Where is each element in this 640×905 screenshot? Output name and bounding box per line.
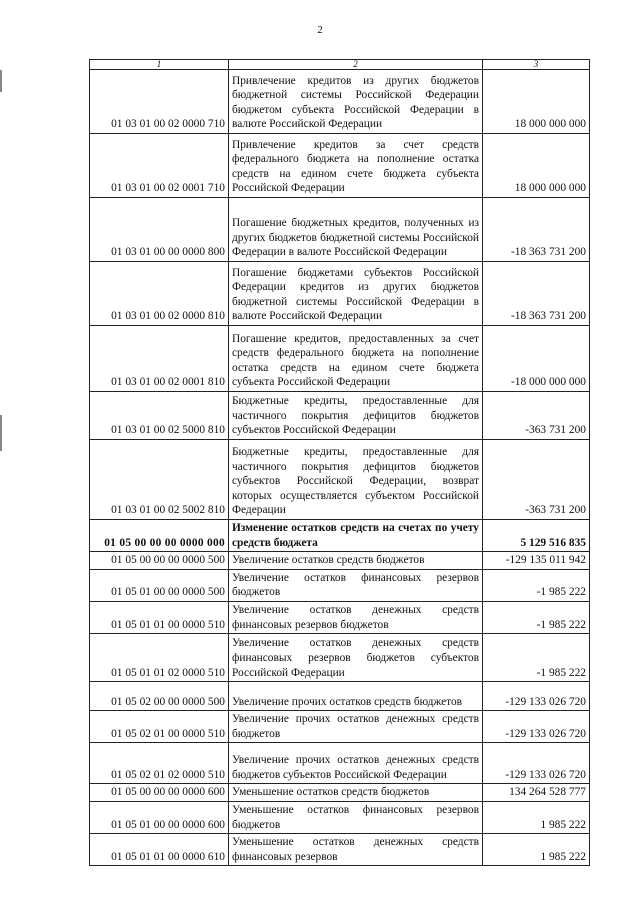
amount-cell: 1 985 222 bbox=[483, 834, 590, 866]
name-cell: Погашение бюджетами субъектов Российской Федерации кредитов из других бюджетов бюджетной системы Российской Федерации в валюте Российской Федерации bbox=[229, 262, 483, 326]
left-edge-mark bbox=[0, 415, 2, 451]
amount-cell: -363 731 200 bbox=[483, 440, 590, 520]
amount-cell: 1 985 222 bbox=[483, 801, 590, 833]
code-cell: 01 05 00 00 00 0000 600 bbox=[90, 784, 229, 802]
name-cell: Увеличение прочих остатков денежных средств бюджетов субъектов Российской Федерации bbox=[229, 743, 483, 784]
amount-cell: 5 129 516 835 bbox=[483, 520, 590, 552]
code-cell: 01 03 01 00 02 0001 810 bbox=[90, 326, 229, 392]
table-row bbox=[90, 440, 590, 520]
name-cell: Изменение остатков средств на счетах по учету средств бюджета bbox=[229, 520, 483, 552]
amount-cell: -18 363 731 200 bbox=[483, 198, 590, 262]
code-cell: 01 03 01 00 02 5002 810 bbox=[90, 440, 229, 520]
table-row bbox=[90, 70, 590, 134]
table-row bbox=[90, 601, 590, 633]
name-cell: Привлечение кредитов за счет средств федерального бюджета на пополнение остатка средств на едином счете бюджета субъекта Российской Федерации bbox=[229, 134, 483, 198]
amount-cell: -18 000 000 000 bbox=[483, 326, 590, 392]
name-cell: Погашение бюджетных кредитов, полученных из других бюджетов бюджетной системы Российской Федерации в валюте Российской Федерации bbox=[229, 198, 483, 262]
code-cell: 01 03 01 00 00 0000 800 bbox=[90, 198, 229, 262]
column-header-1: 1 bbox=[90, 60, 229, 70]
table-row bbox=[90, 198, 590, 262]
table-row bbox=[90, 682, 590, 711]
code-cell: 01 05 01 01 00 0000 510 bbox=[90, 601, 229, 633]
name-cell: Привлечение кредитов из других бюджетов бюджетной системы Российской Федерации бюджетом субъекта Российской Федерации в валюте Российской Федерации bbox=[229, 70, 483, 134]
name-cell: Увеличение прочих остатков денежных средств бюджетов bbox=[229, 711, 483, 743]
table-row bbox=[90, 834, 590, 866]
column-header-2: 2 bbox=[229, 60, 483, 70]
code-cell: 01 05 01 01 00 0000 610 bbox=[90, 834, 229, 866]
amount-cell: -363 731 200 bbox=[483, 392, 590, 440]
table-row bbox=[90, 392, 590, 440]
table-row bbox=[90, 801, 590, 833]
table-header-row bbox=[90, 60, 590, 70]
amount-cell: -129 133 026 720 bbox=[483, 711, 590, 743]
amount-cell: 134 264 528 777 bbox=[483, 784, 590, 802]
name-cell: Бюджетные кредиты, предоставленные для частичного покрытия дефицитов бюджетов субъектов Российской Федерации bbox=[229, 392, 483, 440]
table-row bbox=[90, 134, 590, 198]
name-cell: Бюджетные кредиты, предоставленные для частичного покрытия дефицитов бюджетов субъектов Российской Федерации, возврат которых осуществляется субъектом Российской Федерации bbox=[229, 440, 483, 520]
table-row bbox=[90, 634, 590, 682]
code-cell: 01 05 01 01 02 0000 510 bbox=[90, 634, 229, 682]
name-cell: Увеличение остатков средств бюджетов bbox=[229, 552, 483, 570]
amount-cell: 18 000 000 000 bbox=[483, 70, 590, 134]
table-row bbox=[90, 262, 590, 326]
table-row bbox=[90, 784, 590, 802]
code-cell: 01 03 01 00 02 0000 810 bbox=[90, 262, 229, 326]
code-cell: 01 05 01 00 00 0000 500 bbox=[90, 569, 229, 601]
table-row bbox=[90, 326, 590, 392]
code-cell: 01 03 01 00 02 5000 810 bbox=[90, 392, 229, 440]
code-cell: 01 03 01 00 02 0000 710 bbox=[90, 70, 229, 134]
amount-cell: -18 363 731 200 bbox=[483, 262, 590, 326]
name-cell: Уменьшение остатков денежных средств финансовых резервов bbox=[229, 834, 483, 866]
name-cell: Уменьшение остатков финансовых резервов бюджетов bbox=[229, 801, 483, 833]
code-cell: 01 05 00 00 00 0000 000 bbox=[90, 520, 229, 552]
amount-cell: -129 133 026 720 bbox=[483, 743, 590, 784]
amount-cell: -1 985 222 bbox=[483, 601, 590, 633]
table-row bbox=[90, 743, 590, 784]
name-cell: Увеличение остатков финансовых резервов бюджетов bbox=[229, 569, 483, 601]
table-row bbox=[90, 552, 590, 570]
amount-cell: -1 985 222 bbox=[483, 569, 590, 601]
name-cell: Погашение кредитов, предоставленных за счет средств федерального бюджета на пополнение остатка средств на едином счете бюджета субъекта Российской Федерации bbox=[229, 326, 483, 392]
code-cell: 01 05 02 01 02 0000 510 bbox=[90, 743, 229, 784]
page-number: 2 bbox=[317, 24, 323, 36]
code-cell: 01 05 02 01 00 0000 510 bbox=[90, 711, 229, 743]
name-cell: Уменьшение остатков средств бюджетов bbox=[229, 784, 483, 802]
table-row bbox=[90, 569, 590, 601]
amount-cell: -129 133 026 720 bbox=[483, 682, 590, 711]
amount-cell: -129 135 011 942 bbox=[483, 552, 590, 570]
code-cell: 01 05 00 00 00 0000 500 bbox=[90, 552, 229, 570]
table-row bbox=[90, 711, 590, 743]
name-cell: Увеличение остатков денежных средств финансовых резервов бюджетов субъектов Российской Федерации bbox=[229, 634, 483, 682]
name-cell: Увеличение прочих остатков средств бюджетов bbox=[229, 682, 483, 711]
code-cell: 01 05 01 00 00 0000 600 bbox=[90, 801, 229, 833]
budget-sources-table bbox=[89, 59, 590, 866]
amount-cell: 18 000 000 000 bbox=[483, 134, 590, 198]
code-cell: 01 05 02 00 00 0000 500 bbox=[90, 682, 229, 711]
column-header-3: 3 bbox=[483, 60, 590, 70]
name-cell: Увеличение остатков денежных средств финансовых резервов бюджетов bbox=[229, 601, 483, 633]
left-edge-mark bbox=[0, 70, 2, 92]
amount-cell: -1 985 222 bbox=[483, 634, 590, 682]
code-cell: 01 03 01 00 02 0001 710 bbox=[90, 134, 229, 198]
table-row bbox=[90, 520, 590, 552]
